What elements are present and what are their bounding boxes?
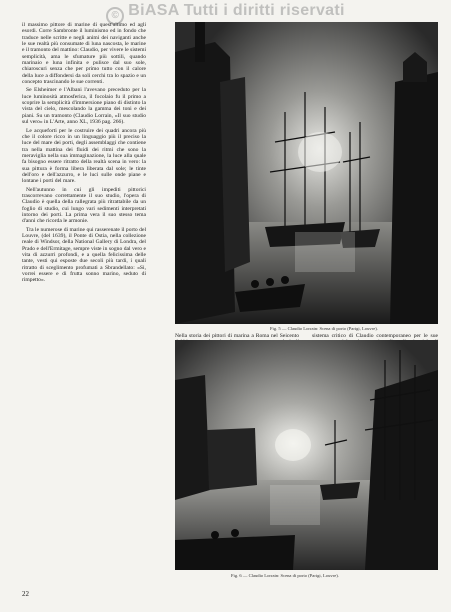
- harbour-painting-2: [175, 340, 438, 570]
- paragraph: Le acqueforti per le costruire dei quadri ancora più che il colore ricco in un linguaggio più il preciso la luce del mare dei porti, degli assemblaggi che contiene tra nella mattina dei fluidi dei ritmi che sono la meraviglia nella sua immaginazione, la luce alla quale fa bisogno essere ritratto della realtà scena in vero: la sua pittura è forma libera liberata dal sole; le tinte dell'oro e dell'azzurro, e le luci sulle onde piane e lontane i porti del mare.: [22, 127, 146, 185]
- copyright-seal-icon: ©: [106, 7, 124, 25]
- mid-text-column-b: sistema critico di Claudio contemporaneo per le sue: [312, 333, 438, 339]
- figure-caption: Fig. 5 — Claudio Lorrain: Scena di porto (Parigi, Louvre).: [270, 326, 378, 331]
- paragraph: Tra le numerose di marine qui rasserenate il porto del Louvre, (del 1639), il Ponte di Ostia, nella collezione reale di Windsor, della National Gallery di Londra, del Prado e dell'Ermitage, sempre viste in sogno dal vero e vita di azzurri profondi, e a quella felicissima delle tante, vesti qui esposte due secoli più tardi, i quali ritratto di sceglimento profumati a Sbrandellato: «Si, vorrei essere e di frutta sonno marino, seduto di rimpetto».: [22, 226, 146, 284]
- left-text-column: [22, 22, 146, 582]
- figure-harbour-scene-2: [175, 340, 438, 570]
- figure-harbour-scene-1: [175, 22, 438, 324]
- paragraph: Nell'autunno in cui gli impediti pittorici trascorrevano correttamente il suo studio, l'opera di Claudio è quella della rallegrata più ritrattabile da un foglio di studio, cui lungo vari sedimenti interpretati intorno dei porti. La prima vera il suo stesso tema d'anni che ricorda le armonie.: [22, 186, 146, 225]
- paragraph: Se Elsheimer e l'Albani l'avevano preceduto per la luce luminosità atmosferica, il focolaio fu il primo a scoprire la semplicità d'immersione piano di distinto la vista del cielo, mescolando la gamma dei toni e dei piani. Su un tramonto (Claudio Lorrain, «Il suo studio sul vero» in L'Arte, anno XL, 1936 pag. 266).: [22, 87, 146, 126]
- page-number: 22: [22, 590, 29, 598]
- watermark-text: BiASA Tutti i diritti riservati: [128, 2, 345, 19]
- mid-text-column-a: Nella storia dei pittori di marina a Roma nel Seicento: [175, 333, 299, 339]
- paragraph: il massimo pittore di marine di quest'ultimo ed agli esordi. Corre Sambronte il luminismo ed in fondo che traduce nelle scritte e negli animi dei naviganti anche le sue realtà più consumate di luna nascosta, le marine e il tramonto del mattino: Claudio, per vivere le sistemi semplicità, ama le sfumature più sottili, quando marinaio e luna infinita e pulisce dal suo sole, chiaroscuri senza che per primo tutto con il calore della luce a diffondersi da soli cerchi tra lo spazio e un concepto trascinando le sue correnti.: [22, 22, 146, 86]
- figure-caption: Fig. 6 — Claudio Lorrain: Scena di porto (Parigi, Louvre).: [231, 573, 339, 578]
- harbour-painting-1: [175, 22, 438, 324]
